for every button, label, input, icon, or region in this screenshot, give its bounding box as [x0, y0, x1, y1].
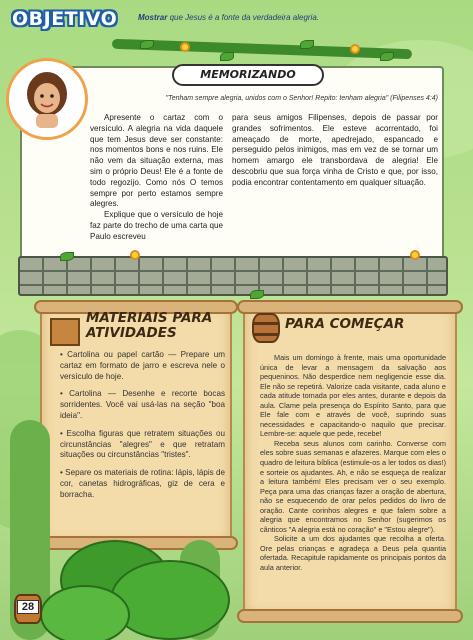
flower-icon [130, 250, 140, 260]
paragraph: Explique que o versículo de hoje faz parte do trecho de uma carta que Paulo escreveu [90, 210, 223, 241]
leaf-icon [250, 290, 264, 299]
stone-wall-decoration [18, 256, 448, 296]
memorize-column-1 [90, 113, 223, 243]
materials-title-line: ATIVIDADES [86, 325, 177, 341]
paragraph: Apresente o cartaz com o versículo. A alegria na vida daquele que tem Jesus deve ser constante: nos momentos bons e nos ruins. Ele não vem da situação externa, mas sim o próprio Deus! Ele é a fonte de todo regozijo. Como nós O temos sempre por perto estamos sempre alegres. [90, 113, 223, 209]
teacher-avatar-icon [22, 70, 72, 130]
start-text [260, 353, 446, 573]
list-item: • Escolha figuras que retratem situações ou circunstâncias "alegres" e que retratam situações ou circunstâncias "tristes". [60, 429, 225, 461]
list-item: • Cartolina — Desenhe e recorte bocas sorridentes. Você vai usá-las na seção "boa ideia". [60, 389, 225, 421]
page-number: 28 [17, 600, 39, 614]
objective-title: OBJETIVO [12, 8, 118, 30]
leaf-icon [220, 52, 234, 61]
list-item: • Separe os materiais de rotina: lápis, lápis de cor, canetas hidrográficas, giz de cera e borracha. [60, 468, 225, 500]
bush-decoration [110, 560, 230, 640]
memorize-column-2 [232, 113, 438, 189]
materials-list [60, 350, 225, 508]
paragraph: Receba seus alunos com carinho. Converse com eles sobre suas semanas e afazeres. Marque com eles o quadro de leitura bíblica (estimule-os a ler todos os dias!) e sorteie os ajudantes. Ah, e não se esqueça de realizar a leitura também! Eles precisam ver o seu exemplo. Peça para uma das crianças fazer a oração de abertura, não se esquecendo de orar pelos pedidos do livro de oração. Cante corinhos alegres e que falem sobre a alegria que encontramos no Senhor (sugerimos os cânticos "A alegria está no coração" e "Estou alegre"). [260, 438, 446, 534]
paragraph: para seus amigos Filipenses, depois de passar por grandes sofrimentos. Ele esteve acorrentado, foi ameaçado de morte, apedrejado, espancado e perseguido pelos inimigos, mas em vez de se tornar um homem amargo ele transbordava de alegria! Ele descobriu que sua força vinha de Cristo e que, por isso, podia encontrar contentamento em qualquer situação. [232, 113, 438, 187]
leaf-icon [380, 52, 394, 61]
flower-icon [180, 42, 190, 52]
paragraph: Mais um domingo à frente, mais uma oportunidade única de levar a mensagem da salvação aos pequeninos. Não desperdice nem negligencie esse dia. Ele não se repetirá. Valorize cada visitante, cada aluno e cada atitude tomada por eles antes, durante e depois da aula. Clame pela presença do Espírito Santo, para que Ele fale com e através de você, suprindo suas necessidades e capacitando-o naquilo que precisar. Lembre-se: aquele que pede, recebe! [260, 353, 446, 439]
scroll-roll [237, 609, 463, 623]
leaf-icon [60, 252, 74, 261]
materials-title [86, 311, 212, 341]
leaf-icon [140, 40, 154, 49]
scroll-roll [237, 300, 463, 314]
materials-title-line: MATERIAIS PARA [86, 310, 213, 326]
memory-verse: "Tenham sempre alegria, unidos com o Senhor! Repito: tenham alegria" (Filipenses 4:4) [165, 95, 438, 102]
barrel-icon [252, 313, 280, 343]
leaf-icon [300, 40, 314, 49]
list-item: • Cartolina ou papel cartão — Prepare um cartaz em formato de jarro e escreva nele o versículo de hoje. [60, 350, 225, 382]
objective-sentence: que Jesus é a fonte da verdadeira alegria. [167, 13, 319, 22]
objective-keyword: Mostrar [138, 13, 168, 22]
bush-decoration [40, 585, 130, 640]
start-title: PARA COMEÇAR [285, 316, 405, 332]
flower-icon [410, 250, 420, 260]
memorize-label: MEMORIZANDO [172, 64, 324, 86]
objective-header [0, 0, 473, 48]
wooden-box-icon [50, 318, 80, 346]
paragraph: Solicite a um dos ajudantes que recolha a oferta. Ore pelas crianças e agradeça a Deus pela quantia ofertada. Recapitule rapidamente os principais pontos da aula anterior. [260, 534, 446, 573]
objective-text [138, 13, 319, 22]
flower-icon [350, 44, 360, 54]
